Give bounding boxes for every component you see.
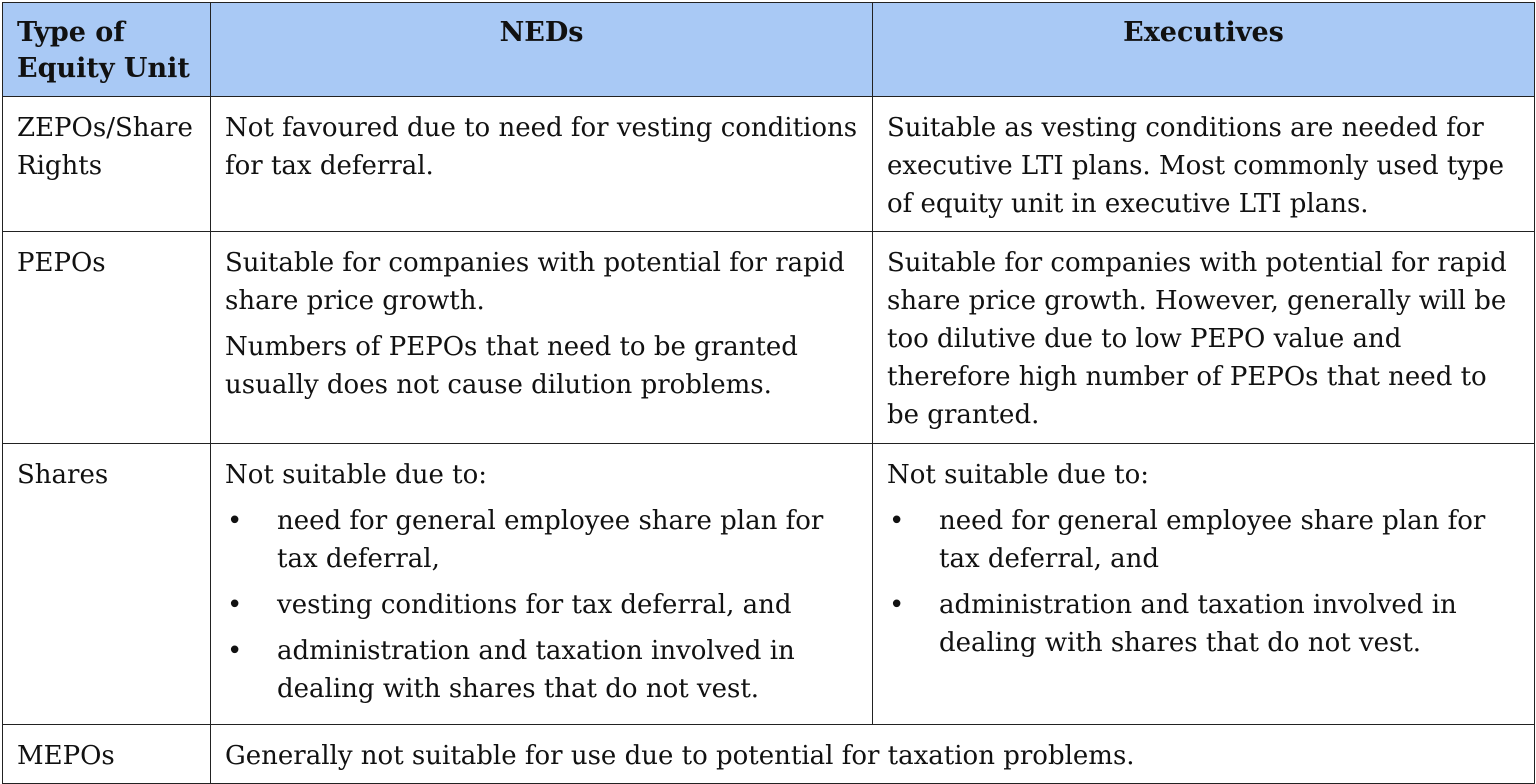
list-item: [225, 586, 858, 624]
bullet-icon: •: [889, 590, 905, 620]
executives-cell: [873, 97, 1535, 232]
executives-cell: [873, 232, 1535, 444]
row-type-cell: MEPOs: [3, 725, 211, 784]
header-executives: Executives: [873, 3, 1535, 97]
list-item-text: vesting conditions for tax deferral, and: [277, 590, 792, 620]
neds-cell: [211, 444, 873, 725]
list-item: [887, 502, 1520, 578]
bullet-list: [225, 502, 858, 708]
cell-intro-text: Not suitable due to:: [887, 460, 1149, 490]
table-row: [3, 232, 1535, 444]
neds-cell: [211, 232, 873, 444]
row-type-cell: Shares: [3, 444, 211, 725]
list-item: [225, 632, 858, 708]
list-item-text: need for general employee share plan for tax deferral,: [277, 506, 824, 574]
list-item-text: need for general employee share plan for tax deferral, and: [939, 506, 1486, 574]
equity-unit-table: [2, 2, 1535, 784]
header-neds: NEDs: [211, 3, 873, 97]
bullet-icon: •: [227, 506, 243, 536]
list-item-text: administration and taxation involved in dealing with shares that do not vest.: [277, 636, 795, 704]
neds-cell: [211, 97, 873, 232]
cell-text: Not favoured due to need for vesting conditions for tax deferral.: [225, 113, 858, 181]
list-item-text: administration and taxation involved in dealing with shares that do not vest.: [939, 590, 1457, 658]
executives-cell: [873, 444, 1535, 725]
row-type-cell: PEPOs: [3, 232, 211, 444]
cell-text: Suitable for companies with potential for rapid share price growth.: [225, 248, 845, 316]
row-type-cell: ZEPOs/Share Rights: [3, 97, 211, 232]
cell-text: Suitable for companies with potential for rapid share price growth. However, generally will be too dilutive due to low PEPO value and therefore high number of PEPOs that need to be granted.: [887, 248, 1507, 430]
table-header-row: [3, 3, 1535, 97]
list-item: [887, 586, 1520, 662]
combined-cell: Generally not suitable for use due to potential for taxation problems.: [211, 725, 1535, 784]
bullet-list: [887, 502, 1520, 662]
cell-intro-text: Not suitable due to:: [225, 460, 487, 490]
bullet-icon: •: [227, 636, 243, 666]
bullet-icon: •: [227, 590, 243, 620]
list-item: [225, 502, 858, 578]
table-row: [3, 97, 1535, 232]
table-row: [3, 444, 1535, 725]
cell-text: Numbers of PEPOs that need to be granted usually does not cause dilution problems.: [225, 332, 798, 400]
header-type-of-equity-unit: Type of Equity Unit: [3, 3, 211, 97]
cell-text: Suitable as vesting conditions are needed for executive LTI plans. Most commonly used type of equity unit in executive LTI plans.: [887, 113, 1505, 219]
table-row: [3, 725, 1535, 784]
bullet-icon: •: [889, 506, 905, 536]
